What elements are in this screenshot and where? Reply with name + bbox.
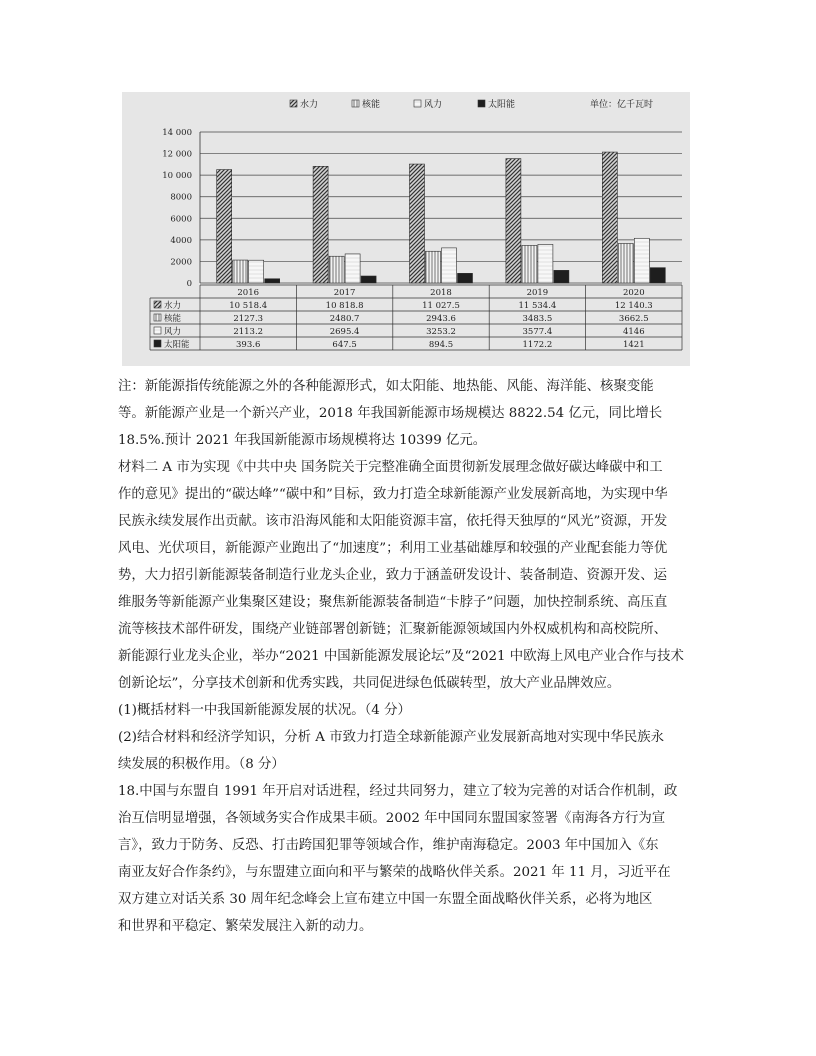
data-label: 2480.7 xyxy=(329,314,360,324)
legend-label: 太阳能 xyxy=(488,100,516,110)
bar xyxy=(345,254,360,283)
y-tick-label: 12 000 xyxy=(162,149,192,160)
bar xyxy=(538,244,553,283)
question-line: (1)概括材料一中我国新能源发展的状况。（4 分） xyxy=(118,703,411,718)
x-tick-label: 2018 xyxy=(430,288,452,298)
legend-label: 核能 xyxy=(362,100,381,110)
energy-bar-chart xyxy=(122,92,690,366)
bar xyxy=(313,166,328,283)
chart-note xyxy=(118,373,700,454)
legend-swatch xyxy=(352,100,359,107)
table-series-label: 风力 xyxy=(164,327,182,337)
note-line: 等。新能源产业是一个新兴产业，2018 年我国新能源市场规模达 8822.54 亿元，同比增长 xyxy=(118,406,663,421)
material-line: 材料二 A 市为实现《中共中央 国务院关于完整准确全面贯彻新发展理念做好碳达峰碳中和工 xyxy=(118,460,663,475)
question-line: (2)结合材料和经济学知识，分析 A 市致力打造全球新能源产业发展新高地对实现中华民族永 xyxy=(118,730,664,745)
data-label: 11 027.5 xyxy=(422,301,460,311)
data-label: 3253.2 xyxy=(426,327,456,337)
bar xyxy=(458,273,473,283)
y-tick-label: 14 000 xyxy=(162,128,192,138)
material-line: 流等核技术部件研发，围绕产业链部署创新链；汇聚新能源领域国内外权威机构和高校院所、 xyxy=(118,622,668,637)
table-series-label: 核能 xyxy=(164,314,182,324)
question-line: 南亚友好合作条约》，与东盟建立面向和平与繁荣的战略伙伴关系。2021 年 11 月，习近平在 xyxy=(118,865,671,880)
bar xyxy=(522,245,537,283)
chart-figure xyxy=(122,92,690,366)
data-label: 1421 xyxy=(622,340,645,350)
data-label: 12 140.3 xyxy=(614,301,653,311)
table-series-label: 水力 xyxy=(164,301,182,311)
question-line: 治互信明显增强，各领域务实合作成果丰硕。2002 年中国同东盟国家签署《南海各方行为宣 xyxy=(118,811,666,826)
legend-label: 风力 xyxy=(424,100,443,110)
bar xyxy=(233,260,248,283)
bar xyxy=(249,260,264,283)
table-legend-swatch xyxy=(154,314,161,321)
data-label: 393.6 xyxy=(236,340,261,350)
data-label: 894.5 xyxy=(428,340,454,350)
bar xyxy=(329,256,344,283)
data-label: 2695.4 xyxy=(329,327,360,337)
note-line: 注：新能源指传统能源之外的各种能源形式，如太阳能、地热能、风能、海洋能、核聚变能 xyxy=(118,379,654,394)
bar xyxy=(217,170,232,283)
material-line: 民族永续发展作出贡献。该市沿海风能和太阳能资源丰富，依托得天独厚的“风光”资源，开发 xyxy=(118,514,668,529)
y-tick-label: 0 xyxy=(186,279,192,289)
legend-swatch xyxy=(290,100,297,107)
bar xyxy=(634,238,649,283)
bar xyxy=(361,276,376,283)
bar xyxy=(426,251,441,283)
data-label: 11 534.4 xyxy=(518,301,557,311)
material-two-paragraph xyxy=(118,454,700,697)
data-label: 10 518.4 xyxy=(229,301,268,311)
data-label: 2943.6 xyxy=(426,314,456,324)
unit-label: 单位：亿千瓦时 xyxy=(590,100,654,110)
bar xyxy=(265,279,280,283)
y-tick-label: 6000 xyxy=(170,214,192,225)
table-series-label: 太阳能 xyxy=(164,340,190,350)
question-18 xyxy=(118,778,700,940)
legend-swatch xyxy=(478,100,485,107)
data-label: 3577.4 xyxy=(522,327,553,337)
material-line: 势，大力招引新能源装备制造行业龙头企业，致力于涵盖研发设计、装备制造、资源开发、运 xyxy=(118,568,668,583)
data-label: 2127.3 xyxy=(233,314,264,324)
y-tick-label: 2000 xyxy=(170,257,192,268)
x-tick-label: 2019 xyxy=(526,288,549,298)
table-legend-swatch xyxy=(154,340,161,347)
material-line: 新能源行业龙头企业，举办“2021 中国新能源发展论坛”及“2021 中欧海上风电产业合作与技术 xyxy=(118,649,684,664)
x-tick-label: 2016 xyxy=(237,288,260,298)
material-line: 作的意见》提出的“碳达峰”“碳中和”目标，致力打造全球新能源产业发展新高地，为实现中华 xyxy=(118,487,668,502)
bar xyxy=(410,164,425,283)
question-line: 双方建立对话关系 30 周年纪念峰会上宣布建立中国一东盟全面战略伙伴关系，必将为地区 xyxy=(118,892,653,907)
x-tick-label: 2017 xyxy=(333,288,356,298)
table-legend-swatch xyxy=(154,301,161,308)
bar xyxy=(506,159,521,283)
data-label: 4146 xyxy=(622,327,645,337)
data-label: 647.5 xyxy=(332,340,357,350)
bar xyxy=(618,243,633,283)
y-tick-label: 10 000 xyxy=(162,171,192,182)
question-line: 言》，致力于防务、反恐、打击跨国犯罪等领域合作，维护南海稳定。2003 年中国加入《东 xyxy=(118,838,659,853)
data-label: 3662.5 xyxy=(618,314,649,324)
question-2 xyxy=(118,724,700,778)
question-line: 续发展的积极作用。（8 分） xyxy=(118,757,285,772)
material-line: 风电、光伏项目，新能源产业跑出了“加速度”；利用工业基础雄厚和较强的产业配套能力等优 xyxy=(118,541,668,556)
note-line: 18.5%.预计 2021 年我国新能源市场规模将达 10399 亿元。 xyxy=(118,433,487,448)
bar xyxy=(602,152,617,283)
x-tick-label: 2020 xyxy=(622,288,645,298)
legend-swatch xyxy=(414,100,421,107)
legend-label: 水力 xyxy=(300,100,319,110)
bar xyxy=(554,270,569,283)
question-line: 18.中国与东盟自 1991 年开启对话进程，经过共同努力，建立了较为完善的对话合作机制，政 xyxy=(118,784,678,799)
question-1 xyxy=(118,697,700,724)
data-label: 2113.2 xyxy=(233,327,264,337)
bar xyxy=(442,248,457,283)
data-label: 10 818.8 xyxy=(325,301,364,311)
bar xyxy=(650,268,665,283)
data-label: 1172.2 xyxy=(522,340,553,350)
material-line: 创新论坛”，分享技术创新和优秀实践，共同促进绿色低碳转型，放大产业品牌效应。 xyxy=(118,676,621,691)
y-tick-label: 4000 xyxy=(170,235,192,246)
table-legend-swatch xyxy=(154,327,161,334)
data-label: 3483.5 xyxy=(522,314,553,324)
question-line: 和世界和平稳定、繁荣发展注入新的动力。 xyxy=(118,919,373,934)
material-line: 维服务等新能源产业集聚区建设；聚焦新能源装备制造“卡脖子”问题，加快控制系统、高压直 xyxy=(118,595,668,610)
y-tick-label: 8000 xyxy=(170,192,192,203)
